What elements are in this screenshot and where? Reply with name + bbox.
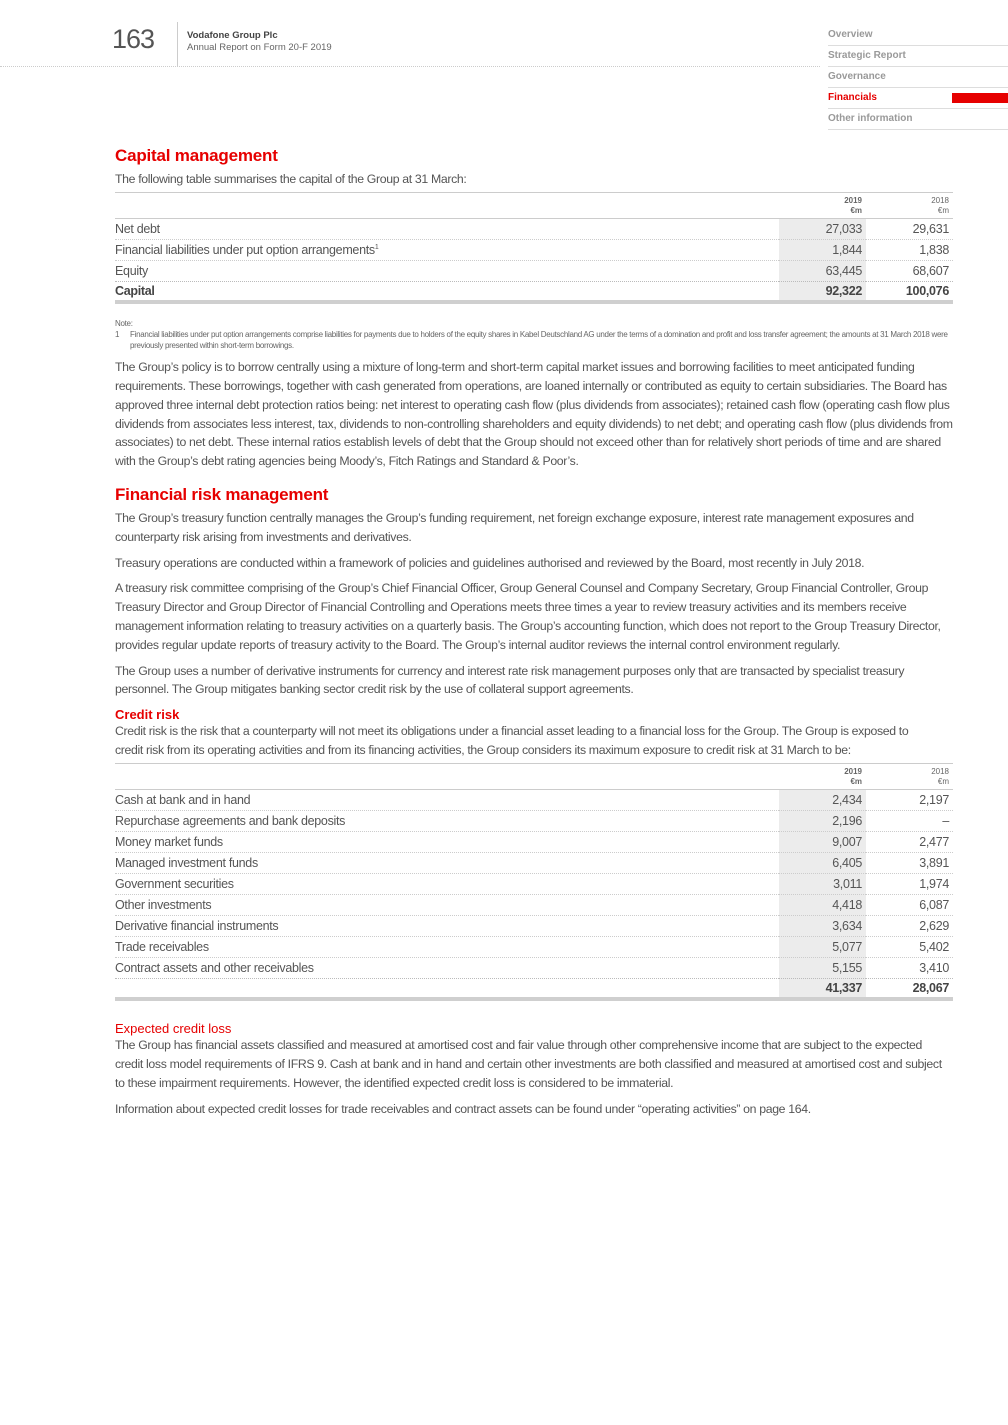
table-row	[115, 789, 953, 810]
value-2019: 5,155	[779, 957, 866, 978]
value-2018: 6,087	[866, 894, 953, 915]
value-2019: 3,011	[779, 873, 866, 894]
capital-intro: The following table summarises the capital of the Group at 31 March:	[115, 172, 467, 186]
credit-risk-paragraph: Credit risk is the risk that a counterparty will not meet its obligations under a financial asset leading to a financial loss for the Group. The Group is exposed to credit risk from its operating activities and from its financing activities, the Group considers its maximum exposure to credit risk at 31 March to be:	[115, 724, 909, 758]
value-2018: 2,477	[866, 831, 953, 852]
financial-risk-heading: Financial risk management	[115, 485, 329, 505]
main-content	[115, 146, 953, 1119]
table-row	[115, 936, 953, 957]
value-2018: 1,974	[866, 873, 953, 894]
active-section-marker	[952, 93, 1008, 103]
value-2019: 6,405	[779, 852, 866, 873]
credit-risk-table	[115, 763, 953, 1002]
capital-policy-paragraph: The Group’s policy is to borrow centrally using a mixture of long-term and short-term capital market issues and borrowing facilities to meet anticipated funding requirements. These borrowings, together with cash generated from operations, are loaned internally or contributed as equity to certain subsidiaries. The Board has approved three internal debt protection ratios being: net interest to operating cash flow (plus dividends from associates); retained cash flow (operating cash flow plus dividends from associates less interest, tax, dividends to non-controlling shareholders and equity dividends) to net debt; and operating cash flow (plus dividends from associates) to net debt. These internal ratios establish levels of debt that the Group should not exceed other than for relatively short periods of time and are shared with the Group’s debt rating agencies being Moody’s, Fitch Ratings and Standard & Poor’s.	[115, 360, 953, 469]
column-header-2019: 2019 €m	[844, 195, 862, 215]
report-title: Annual Report on Form 20-F 2019	[187, 42, 332, 53]
value-2019: 4,418	[779, 894, 866, 915]
total-row	[115, 281, 953, 302]
row-label: Derivative financial instruments	[115, 915, 779, 936]
page-number: 163	[112, 24, 155, 54]
value-2019: 63,445	[779, 260, 866, 281]
value-2018: 68,607	[866, 260, 953, 281]
nav-item-overview[interactable]	[828, 25, 1008, 46]
row-label: Cash at bank and in hand	[115, 789, 779, 810]
row-label: Repurchase agreements and bank deposits	[115, 810, 779, 831]
nav-label: Financials	[828, 92, 877, 103]
paragraph: The Group has financial assets classified and measured at amortised cost and fair value through other comprehensive income that are subject to the expected credit loss model requirements of IFRS 9. Cash at bank and in hand and certain other investments are both classified and measured at amortised cost and subject to these impairment requirements. However, the identified expected credit loss is considered to be immaterial.	[115, 1038, 942, 1090]
row-label: Contract assets and other receivables	[115, 957, 779, 978]
footnote-ref: 1	[374, 243, 379, 251]
column-header-2018: 2018 €m	[931, 766, 949, 786]
value-2018: 2,197	[866, 789, 953, 810]
value-2019: 3,634	[779, 915, 866, 936]
value-2019: 2,196	[779, 810, 866, 831]
column-header-2019: 2019 €m	[844, 766, 862, 786]
header-rule	[0, 66, 820, 67]
row-label: Net debt	[115, 218, 779, 239]
nav-item-other-information[interactable]	[828, 109, 1008, 130]
value-2019: 1,844	[779, 239, 866, 260]
table-row	[115, 894, 953, 915]
paragraph: The Group uses a number of derivative instruments for currency and interest rate risk management purposes only that are transacted by specialist treasury personnel. The Group mitigates banking sector credit risk by the use of collateral support agreements.	[115, 663, 905, 697]
row-label: Other investments	[115, 894, 779, 915]
footnote-text: Financial liabilities under put option arrangements comprise liabilities for payments due to holders of the equity shares in Kabel Deutschland AG under the terms of a domination and profit and loss transfer agreement; the amounts at 31 March 2018 were previously presented within short-term borrowings.	[130, 330, 948, 351]
expected-credit-loss-heading: Expected credit loss	[115, 1021, 232, 1037]
nav-label: Other information	[828, 113, 913, 124]
total-2018: 28,067	[866, 978, 953, 999]
note-label: Note:	[115, 319, 133, 329]
total-2019: 41,337	[779, 978, 866, 999]
nav-label: Governance	[828, 71, 886, 82]
table-row	[115, 218, 953, 239]
paragraph: The Group’s treasury function centrally manages the Group’s funding requirement, net foreign exchange exposure, interest rate management exposures and counterparty risk arising from investments and derivatives.	[115, 511, 914, 544]
nav-label: Strategic Report	[828, 50, 906, 61]
total-2018: 100,076	[866, 281, 953, 302]
value-2018: 5,402	[866, 936, 953, 957]
paragraph: Information about expected credit losses for trade receivables and contract assets can be found under “operating activities” on page 164.	[115, 1101, 811, 1116]
value-2018: –	[866, 810, 953, 831]
row-label: Trade receivables	[115, 936, 779, 957]
value-2019: 2,434	[779, 789, 866, 810]
paragraph: A treasury risk committee comprising of the Group’s Chief Financial Officer, Group General Counsel and Company Secretary, Group Financial Controller, Group Treasury Director and Group Director of Financial Controlling and Operations meets three times a year to review treasury activities and its members receive management information relating to treasury activities on a quarterly basis. The Group’s accounting function, which does not report to the Group Treasury Director, provides regular update reports of treasury activity to the Board. The Group’s internal auditor reviews the internal control environment regularly.	[115, 581, 941, 652]
table-note	[115, 318, 953, 351]
row-label: Money market funds	[115, 831, 779, 852]
paragraph: Treasury operations are conducted within a framework of policies and guidelines authorised and reviewed by the Board, most recently in July 2018.	[115, 555, 865, 570]
value-2019: 5,077	[779, 936, 866, 957]
section-nav	[828, 25, 1008, 130]
table-row	[115, 831, 953, 852]
nav-item-governance[interactable]	[828, 67, 1008, 88]
total-row	[115, 978, 953, 999]
row-label: Government securities	[115, 873, 779, 894]
table-row	[115, 260, 953, 281]
capital-table	[115, 192, 953, 305]
value-2019: 27,033	[779, 218, 866, 239]
value-2018: 1,838	[866, 239, 953, 260]
nav-item-financials[interactable]	[828, 88, 1008, 109]
credit-risk-heading: Credit risk	[115, 707, 180, 723]
footnote-number: 1	[115, 330, 120, 340]
row-label: Equity	[115, 260, 779, 281]
value-2018: 3,410	[866, 957, 953, 978]
table-row	[115, 873, 953, 894]
table-row	[115, 810, 953, 831]
column-header-2018: 2018 €m	[931, 195, 949, 215]
total-label: Capital	[115, 281, 779, 302]
value-2018: 2,629	[866, 915, 953, 936]
table-row	[115, 915, 953, 936]
row-label: Financial liabilities under put option arrangements$^1$	[115, 239, 779, 260]
capital-management-heading: Capital management	[115, 146, 278, 165]
nav-label: Overview	[828, 29, 873, 40]
table-row	[115, 239, 953, 260]
value-2018: 29,631	[866, 218, 953, 239]
company-name: Vodafone Group Plc	[187, 30, 278, 41]
total-label	[115, 978, 779, 999]
total-2019: 92,322	[779, 281, 866, 302]
footnote	[115, 329, 953, 351]
table-row	[115, 852, 953, 873]
value-2019: 9,007	[779, 831, 866, 852]
row-label: Managed investment funds	[115, 852, 779, 873]
value-2018: 3,891	[866, 852, 953, 873]
nav-item-strategic-report[interactable]	[828, 46, 1008, 67]
header-divider	[177, 22, 178, 66]
table-row	[115, 957, 953, 978]
